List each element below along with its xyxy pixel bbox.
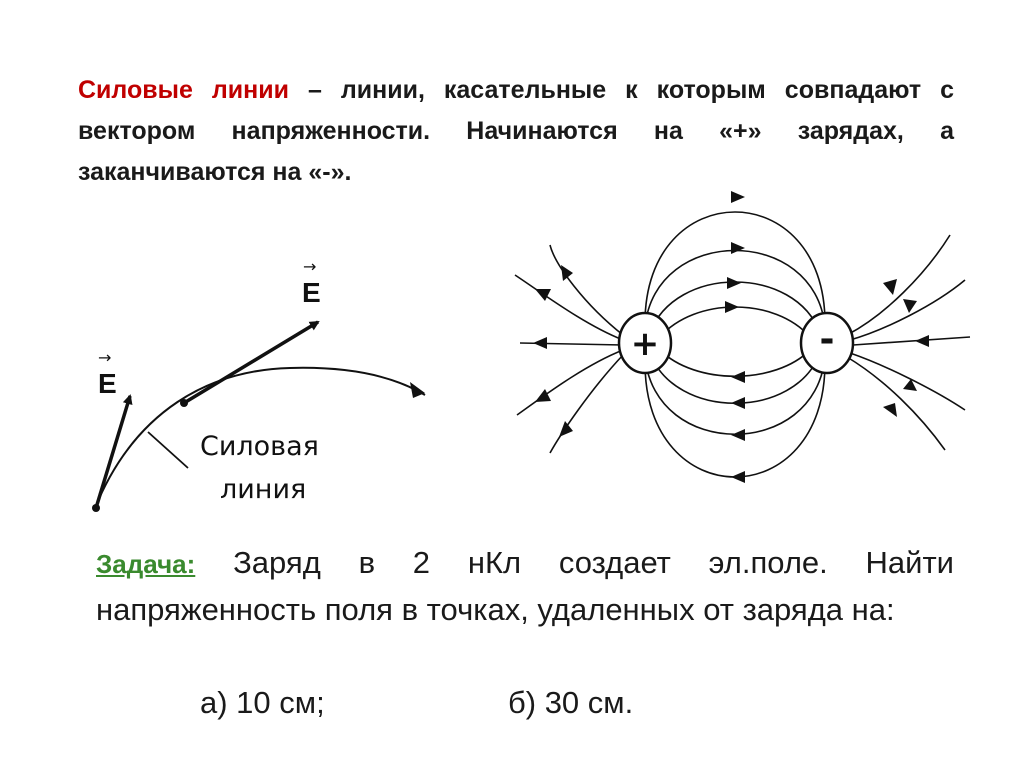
definition-text: линии, касательные к которым совпадают с вектором напряженности. Начинаются на «+» зарядах, а заканчиваются на «-». [78, 76, 954, 186]
field-arc-bottom-2 [645, 357, 825, 434]
line-label-1: Силовая [200, 431, 319, 462]
arrow-minus-1 [883, 279, 897, 295]
arrow-plus-2 [535, 289, 551, 301]
positive-sign: + [630, 324, 660, 364]
definition-dash: – [307, 76, 322, 104]
field-arc-bottom-1 [645, 363, 825, 477]
task-answers [200, 680, 960, 725]
vector-arrow-glyph-1: → [98, 348, 112, 367]
task-label: Задача: [96, 549, 196, 579]
field-arc-top-4 [660, 307, 810, 337]
arrow-bottom-3 [731, 397, 745, 409]
definition-term: Силовые линии [78, 76, 289, 104]
arrow-plus-1 [561, 265, 573, 281]
arrow-minus-5 [883, 403, 897, 417]
definition-paragraph [78, 70, 954, 193]
answer-b: б) 30 см. [508, 685, 634, 720]
arrow-top-2 [731, 242, 745, 254]
arrow-plus-4 [535, 389, 551, 402]
vector-label-1: E [98, 368, 117, 399]
radial-line-minus-4 [850, 353, 965, 410]
field-arc-top-2 [645, 251, 825, 328]
tangent-vector-2 [184, 322, 318, 403]
arrow-minus-2 [903, 299, 917, 313]
point-2 [180, 399, 188, 407]
radial-line-plus-2 [515, 275, 623, 340]
line-label-2: линия [220, 474, 307, 505]
task-paragraph [96, 540, 954, 632]
radial-line-plus-5 [550, 355, 623, 453]
radial-line-minus-1 [847, 235, 950, 335]
label-leader [148, 432, 188, 468]
task-text: Заряд в 2 нКл создает эл.поле. Найти напряженность поля в точках, удаленных от заряда на: [96, 545, 954, 627]
arrow-bottom-2 [731, 429, 745, 441]
radial-line-plus-4 [517, 350, 623, 415]
radial-line-minus-5 [847, 357, 945, 450]
arrow-bottom-1 [731, 471, 745, 483]
field-line-figure [80, 250, 460, 540]
radial-line-minus-3 [853, 337, 970, 345]
arrow-top-1 [731, 191, 745, 203]
dipole-field-figure [505, 185, 975, 530]
negative-sign: - [819, 319, 835, 360]
arrow-top-4 [725, 301, 739, 313]
field-arc-bottom-4 [660, 350, 810, 376]
arrow-top-3 [727, 277, 741, 289]
answer-a: а) 10 см; [200, 685, 325, 720]
arrow-bottom-4 [731, 371, 745, 383]
field-line-arrowhead [410, 382, 425, 398]
arrow-plus-5 [559, 421, 573, 437]
vector-arrow-glyph-2: → [303, 257, 317, 276]
point-1 [92, 504, 100, 512]
arrow-minus-3 [915, 335, 929, 347]
vector-label-2: E [302, 277, 321, 308]
arrow-plus-3 [533, 337, 547, 349]
